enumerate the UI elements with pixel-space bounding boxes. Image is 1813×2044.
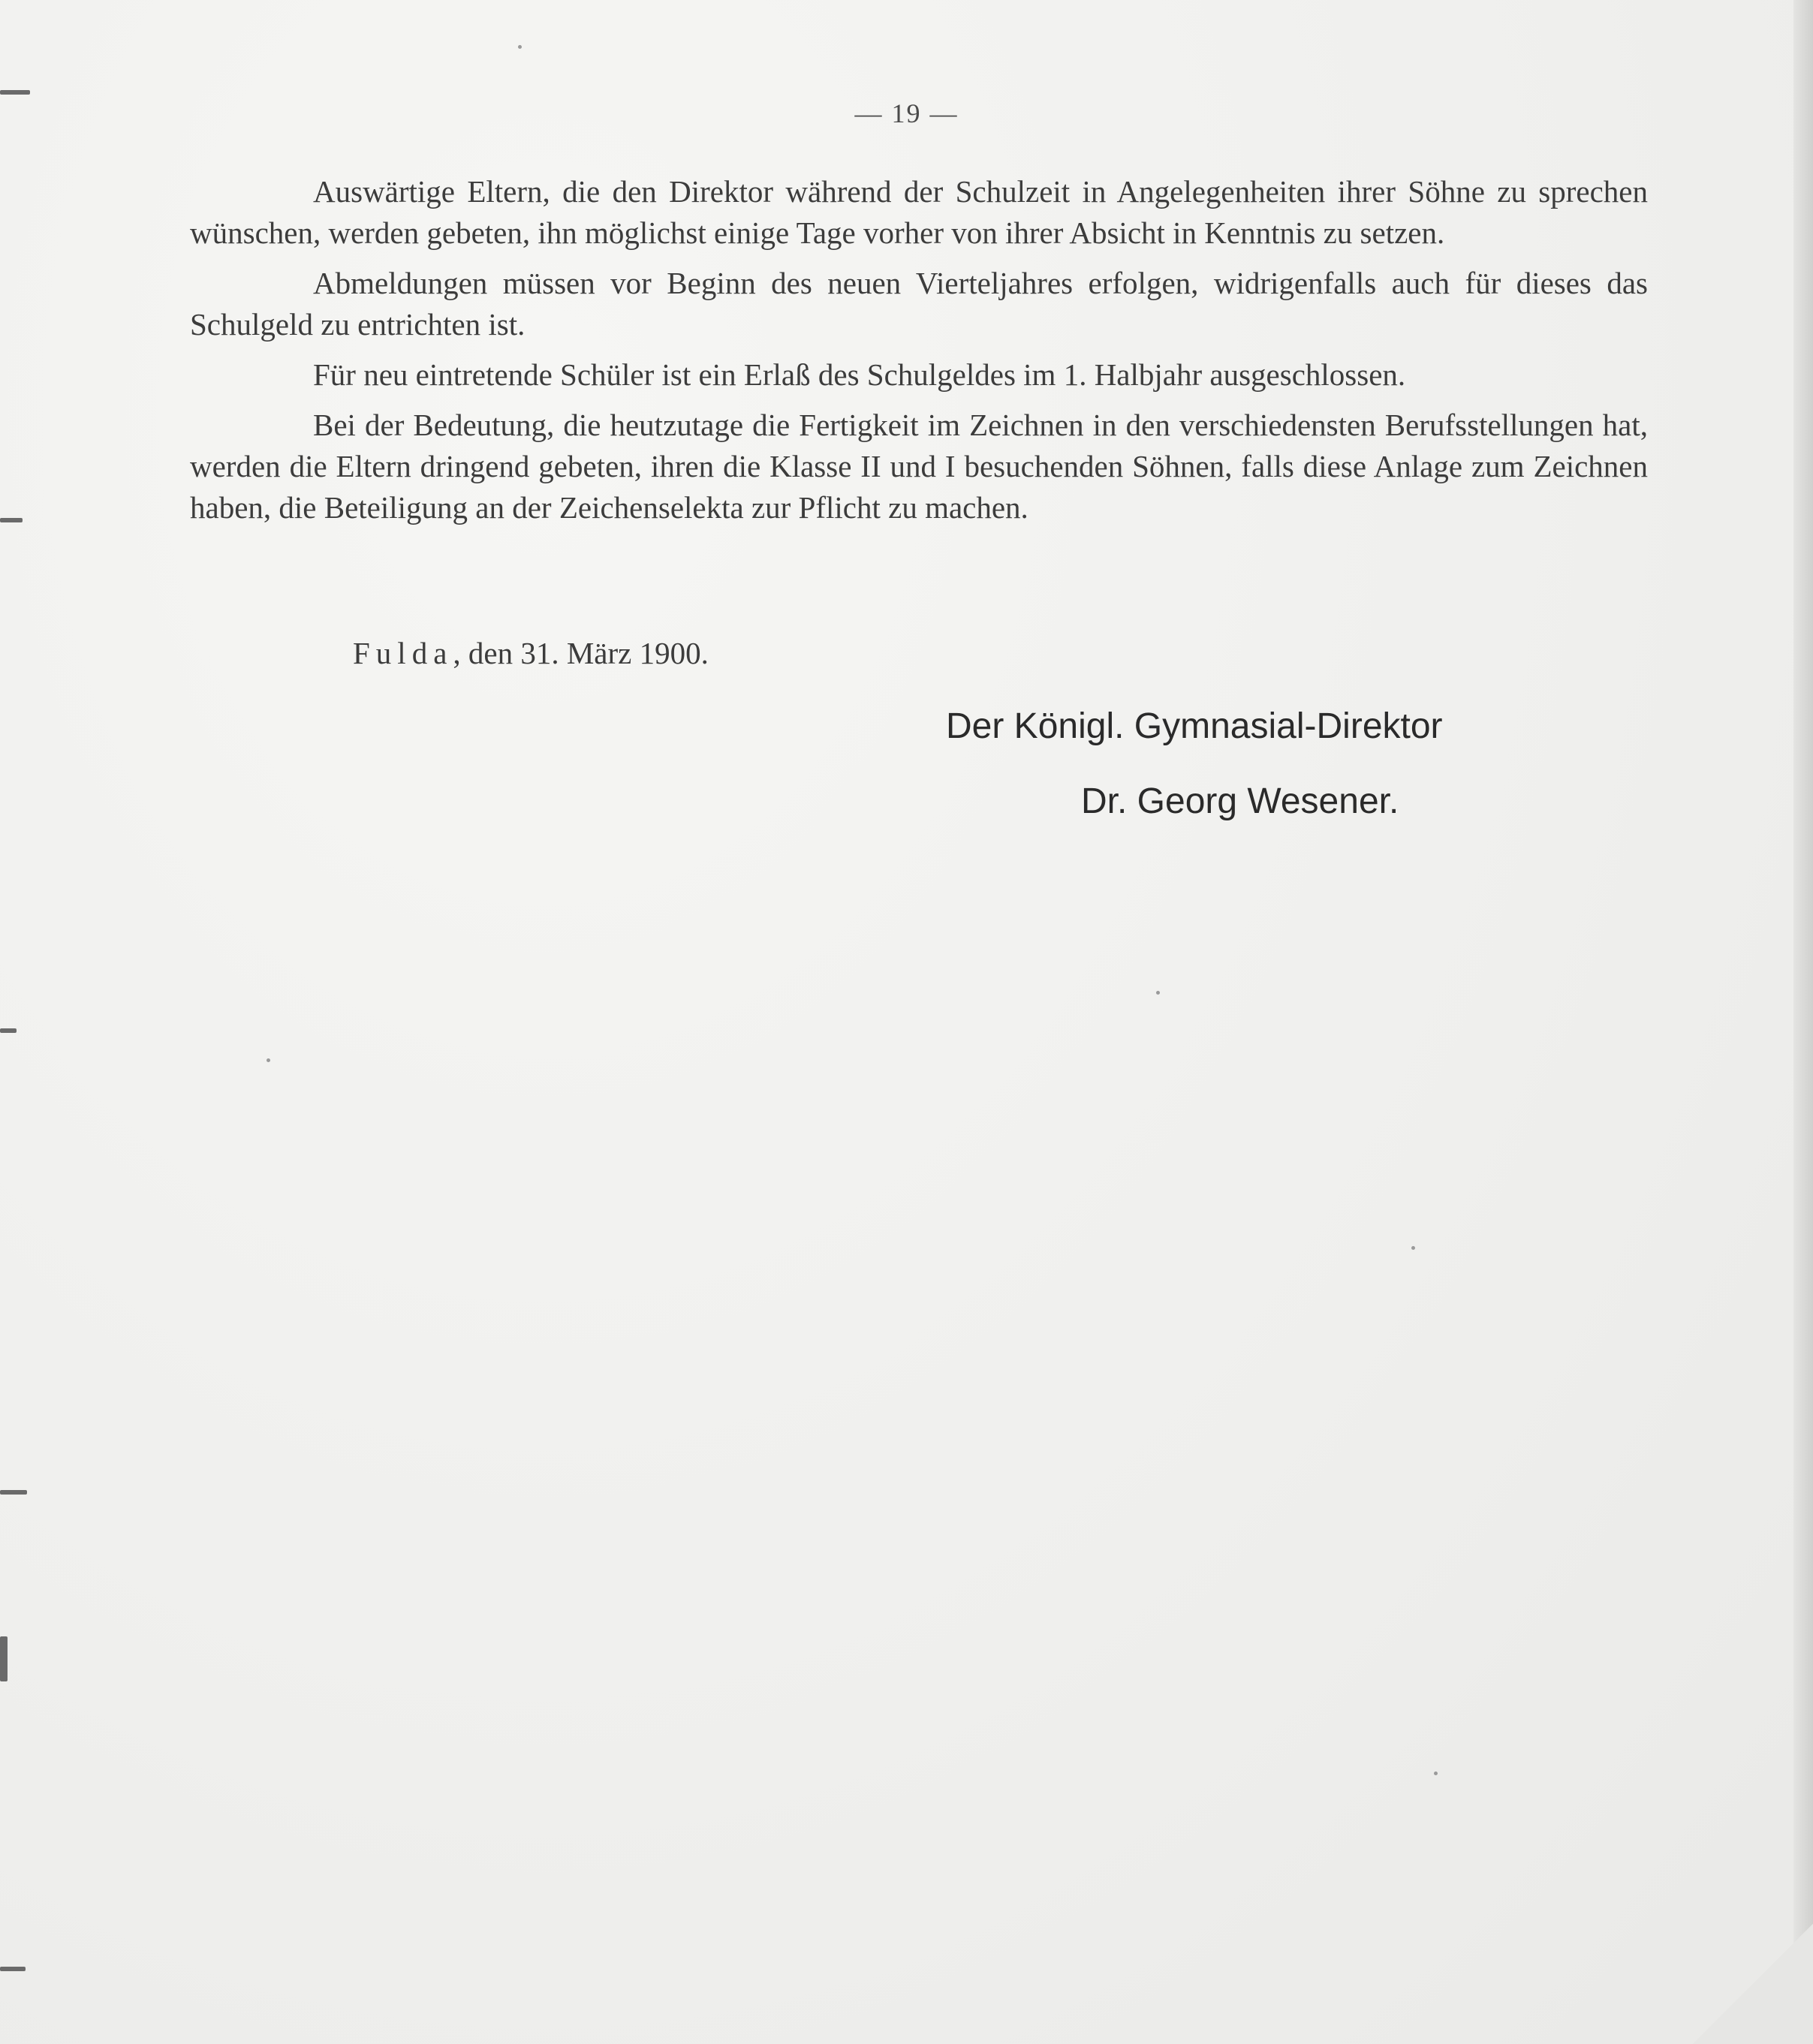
page-number: — 19 —	[854, 98, 959, 128]
dateline-place: Fulda	[353, 636, 453, 670]
paragraph-drawing: Bei der Bedeutung, die heutzutage die Fertigkeit im Zeichnen in den verschiedensten Berufsstellungen hat, werden die Eltern dringend gebeten, ihren die Klasse II und I besuchenden Söhnen, falls diese Anlage zum Zeichnen haben, die Beteiligung an der Zeichenselekta zur Pflicht zu machen.	[190, 408, 1648, 525]
binding-mark	[0, 518, 23, 522]
paragraph-deregistration: Abmeldungen müssen vor Beginn des neuen Vierteljahres erfolgen, widrigenfalls auch für dieses das Schulgeld zu entrichten ist.	[190, 266, 1648, 342]
dateline	[353, 635, 709, 671]
binding-mark	[0, 1490, 27, 1495]
signature-name: Dr. Georg Wesener.	[1081, 781, 1399, 821]
paper-speck	[1411, 1246, 1415, 1250]
paper-speck	[518, 45, 522, 49]
body-text	[190, 171, 1648, 537]
paragraph-new-students: Für neu eintretende Schüler ist ein Erlaß des Schulgeldes im 1. Halbjahr ausgeschlossen.	[313, 357, 1406, 392]
paragraph-visiting-parents: Auswärtige Eltern, die den Direktor während der Schulzeit in Angelegenheiten ihrer Söhne zu sprechen wünschen, werden gebeten, ihn möglichst einige Tage vorher von ihrer Absicht in Kenntnis zu setzen.	[190, 174, 1648, 250]
dateline-date: , den 31. März 1900.	[453, 636, 709, 670]
binding-mark	[0, 90, 30, 95]
paper-speck	[1156, 991, 1160, 995]
page-corner-fold	[1693, 1924, 1813, 2044]
paper-speck	[267, 1058, 270, 1062]
paper-speck	[1434, 1772, 1438, 1775]
binding-mark	[0, 1967, 26, 1971]
signature-title: Der Königl. Gymnasial-Direktor	[946, 706, 1443, 746]
binding-mark	[0, 1028, 17, 1033]
binding-mark	[0, 1636, 8, 1681]
page-edge-shadow	[1793, 0, 1813, 2044]
